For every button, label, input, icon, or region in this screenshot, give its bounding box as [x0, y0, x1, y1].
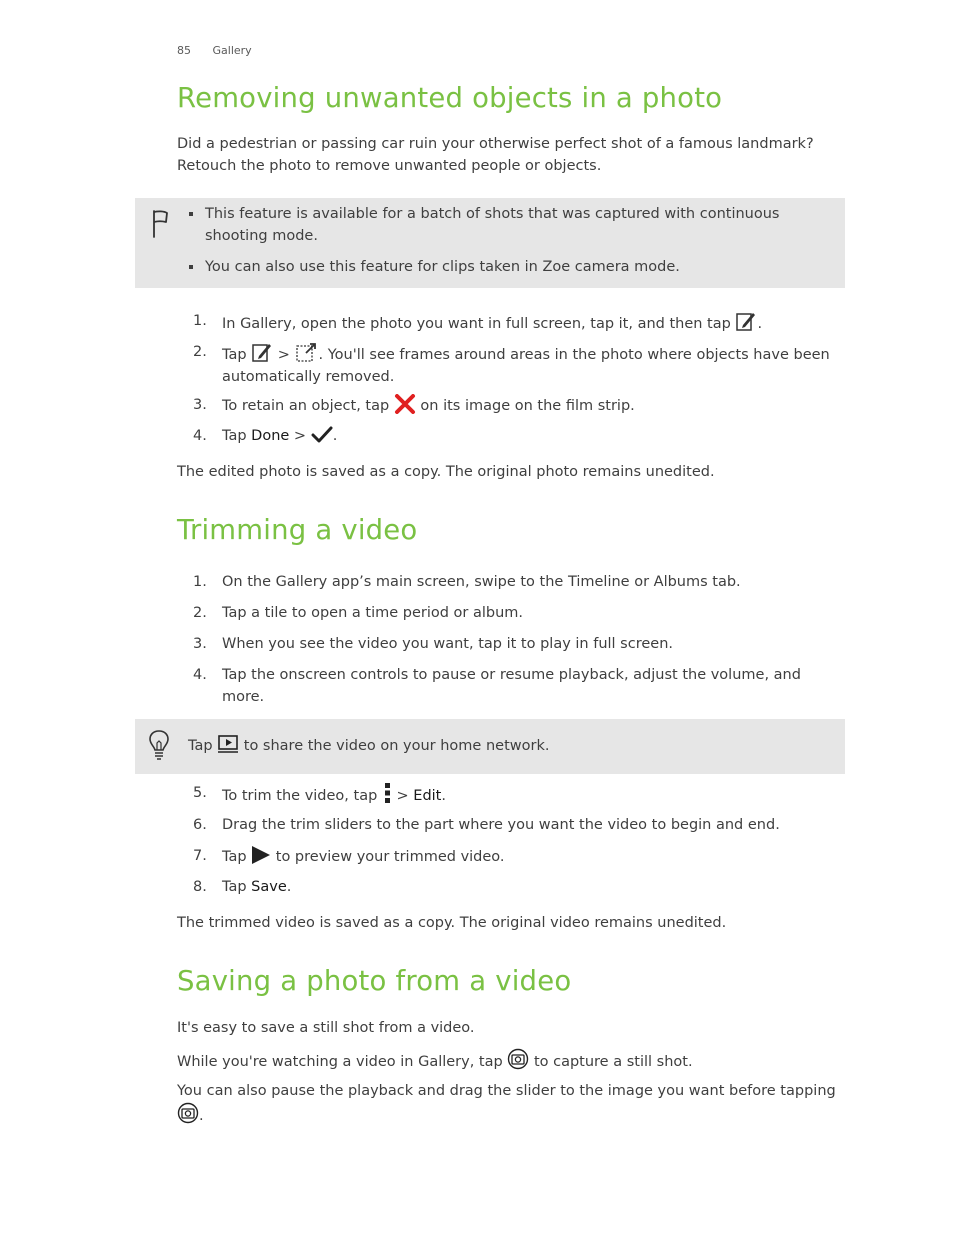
retouch-icon — [295, 341, 319, 363]
page-number: 85 — [177, 44, 191, 57]
check-icon — [311, 426, 333, 444]
camera-capture-icon — [177, 1102, 199, 1124]
media-share-icon — [217, 734, 239, 754]
note-box — [135, 198, 845, 288]
edit-label: Edit — [413, 788, 442, 804]
done-label: Done — [251, 428, 290, 444]
note-bullet: This feature is available for a batch of shots that was captured with continuous shooting mode. — [187, 203, 827, 247]
heading-removing-objects: Removing unwanted objects in a photo — [177, 82, 723, 114]
heading-saving-photo: Saving a photo from a video — [177, 965, 572, 997]
edit-icon — [251, 341, 273, 363]
flag-icon — [149, 209, 171, 239]
outro-paragraph: The trimmed video is saved as a copy. The original video remains unedited. — [177, 915, 727, 931]
intro-paragraph: Did a pedestrian or passing car ruin your otherwise perfect shot of a famous landmark? Retouch the photo to remove unwanted people or objects. — [177, 136, 814, 174]
camera-capture-icon — [507, 1048, 529, 1070]
save-label: Save — [251, 879, 287, 895]
tip-box — [135, 719, 845, 774]
remove-icon — [394, 394, 416, 414]
step-item: 2. Tap > . You'll see frames around areas in the photo where objects have been automatically removed. — [193, 341, 843, 385]
edit-icon — [735, 310, 757, 332]
paragraph: You can also pause the playback and drag the slider to the image you want before tapping . — [177, 1083, 836, 1124]
paragraph: While you're watching a video in Gallery, tap to capture a still shot. — [177, 1048, 847, 1073]
paragraph: It's easy to save a still shot from a video. — [177, 1020, 475, 1036]
tip-text: Tap to share the video on your home network. — [188, 734, 549, 757]
running-header — [177, 44, 252, 57]
note-bullet-list — [187, 203, 827, 278]
outro-paragraph: The edited photo is saved as a copy. The original photo remains unedited. — [177, 464, 715, 480]
more-vertical-icon — [382, 782, 392, 804]
heading-trimming-video: Trimming a video — [177, 514, 418, 546]
note-bullet: You can also use this feature for clips taken in Zoe camera mode. — [187, 256, 827, 278]
play-icon — [251, 845, 271, 865]
chapter-name: Gallery — [212, 44, 252, 57]
lightbulb-icon — [147, 729, 171, 763]
